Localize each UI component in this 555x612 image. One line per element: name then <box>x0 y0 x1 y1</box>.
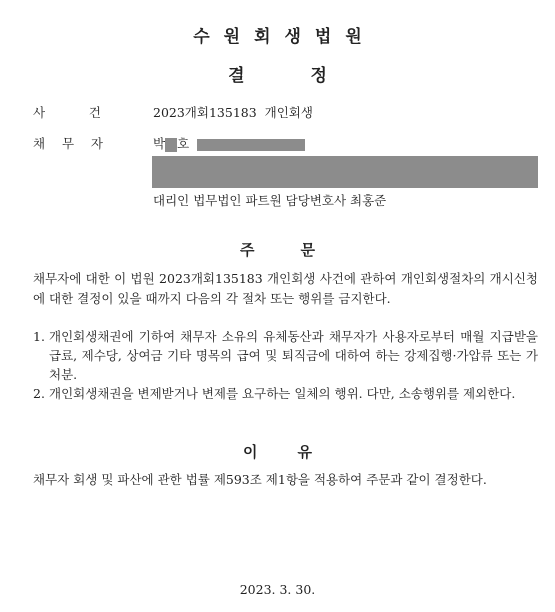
decision-date: 2023. 3. 30. <box>239 582 316 597</box>
debtor-name-last: 호 <box>177 136 190 151</box>
debtor-label-char: 무 <box>61 136 75 151</box>
order-intro: 채무자에 대한 이 법원 2023개회135183 개인회생 사건에 관하여 개인회생절차의 개시신청에 대한 결정이 있을 때까지 다음의 각 절차 또는 행위를 금지한다. <box>33 271 538 306</box>
order-item-number: 1. <box>33 329 45 344</box>
order-item-text: 개인회생채권에 기하여 채무자 소유의 유체동산과 채무자가 사용자로부터 매월 지급받을 급료, 제수당, 상여금 기타 명목의 급여 및 퇴직금에 대하여 하는 강제집행·가압류 또는 가처분. <box>49 329 538 382</box>
case-label <box>33 104 101 122</box>
reason-text: 채무자 회생 및 파산에 관한 법률 제593조 제1항을 적용하여 주문과 같이 결정한다. <box>33 472 487 487</box>
debtor-label-char: 채 <box>33 136 46 151</box>
document-title-right: 정 <box>310 66 327 86</box>
debtor-name <box>153 135 305 153</box>
order-item <box>33 384 538 424</box>
debtor-label-char: 자 <box>90 136 103 151</box>
debtor-name-first: 박 <box>153 136 166 151</box>
reason-heading-right: 유 <box>297 443 312 461</box>
document-title <box>0 61 555 86</box>
order-item-number: 2. <box>33 386 45 401</box>
redaction-block <box>197 139 305 151</box>
representative: 대리인 법무법인 파트원 담당변호사 최홍준 <box>153 193 387 208</box>
order-heading-left: 주 <box>240 241 255 259</box>
order-item-text: 개인회생채권을 변제받거나 변제를 요구하는 일체의 행위. 다만, 소송행위를 제외한다. <box>49 386 516 401</box>
order-heading <box>0 239 555 260</box>
case-label-char: 사 <box>33 105 46 120</box>
debtor-label <box>33 135 103 153</box>
case-label-char: 건 <box>88 105 101 120</box>
case-number: 2023개회135183 개인회생 <box>153 105 313 120</box>
order-heading-right: 문 <box>300 241 315 259</box>
court-name: 수원회생법원 <box>193 27 376 47</box>
address-redaction <box>152 156 538 188</box>
reason-heading-left: 이 <box>243 443 258 461</box>
order-item <box>33 327 538 387</box>
reason-heading <box>0 441 555 462</box>
document-title-left: 결 <box>228 66 245 86</box>
redaction-block <box>165 138 177 152</box>
